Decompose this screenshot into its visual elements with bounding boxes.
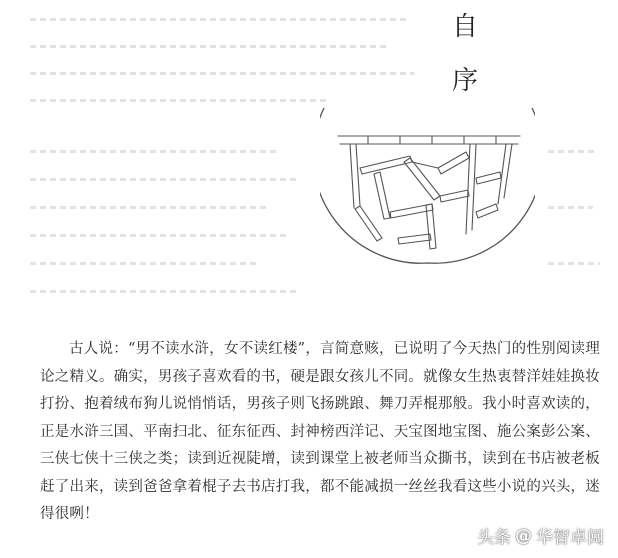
watermark-at: @: [515, 525, 532, 546]
title-char-2: 序: [452, 66, 479, 96]
preface-paragraph: 古人说：“男不读水浒，女不读红楼”，言简意赅，已说明了今天热门的性别阅读理论之精义。确实，男孩子喜欢看的书，硬是跟女孩儿不同。就像女生热衷替洋娃娃换妆打扮、抱着绒布狗儿说悄悄话，男孩子则飞扬跳踉、舞刀弄棍那般。我小时喜欢读的，正是水浒三国、平南扫北、征东征西、封神榜西洋记、天宝图地宝图、施公案彭公案、三侠七侠十三侠之类；读到近视陡增，读到课堂上被老师当众撕书，读到在书店被老板赶了出来，读到爸爸拿着棍子去书店打我，都不能减损一丝丝我看这些小说的兴头，迷得很咧！: [40, 341, 600, 522]
watermark-source: 头条: [477, 528, 511, 548]
watermark-author: 华智卓阅: [536, 528, 604, 548]
title-char-1: 自: [452, 12, 479, 42]
source-watermark: [477, 523, 604, 548]
lattice-window-ornament-icon: [320, 108, 535, 268]
preface-body: [40, 336, 600, 529]
